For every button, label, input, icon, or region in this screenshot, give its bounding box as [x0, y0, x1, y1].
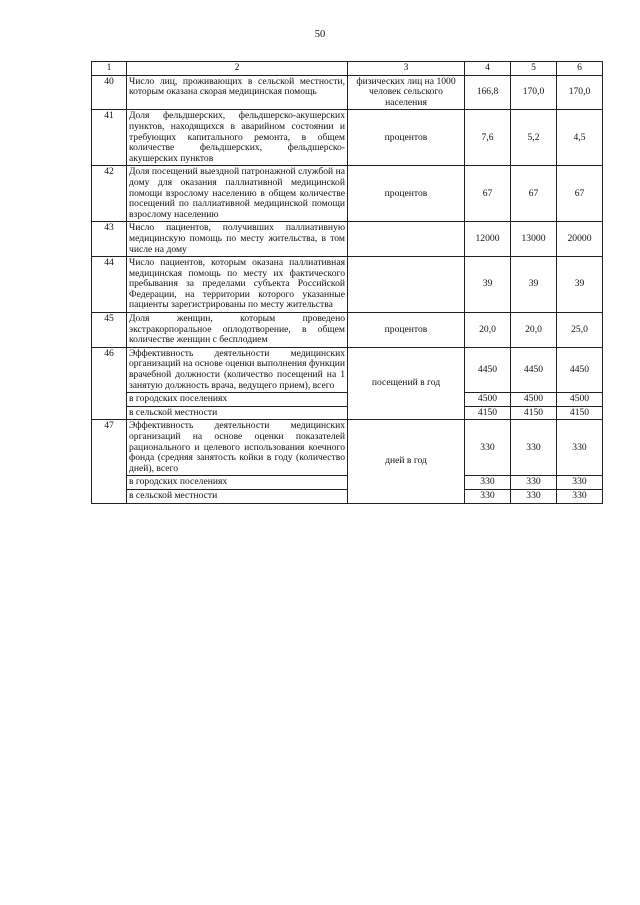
value-cell: 39	[465, 257, 511, 313]
unit-cell: процентов	[348, 166, 465, 222]
value-cell: 12000	[465, 222, 511, 257]
subrow-label: в городских поселениях	[127, 393, 348, 407]
value-cell: 330	[465, 420, 511, 476]
value-cell: 4500	[557, 393, 603, 407]
indicator-name: Число пациентов, получивших паллиативную медицинскую помощь по месту жительства, в том числе на дому	[127, 222, 348, 257]
unit-cell: процентов	[348, 313, 465, 348]
indicator-name: Эффективность деятельности медицинских организаций на основе оценки показателей рационального и целевого использования коечного фонда (средняя занятость койки в году (количество дней), всего	[127, 420, 348, 476]
indicator-name: Доля фельдшерских, фельдшерско-акушерских пунктов, находящихся в аварийном состоянии и требующих капитального ремонта, в общем количестве фельдшерских, фельдшерско-акушерских пунктов	[127, 110, 348, 166]
row-number: 43	[92, 222, 127, 257]
indicator-name: Эффективность деятельности медицинских организаций на основе оценки выполнения функции врачебной должности (количество посещений на 1 занятую должность врача, ведущего прием), всего	[127, 347, 348, 392]
table-subrow	[92, 393, 603, 407]
row-number: 44	[92, 257, 127, 313]
indicators-table	[91, 61, 603, 504]
header-cell: 1	[92, 62, 127, 76]
unit-cell: процентов	[348, 110, 465, 166]
unit-cell: посещений в год	[348, 347, 465, 420]
table-row	[92, 166, 603, 222]
table-row	[92, 313, 603, 348]
value-cell: 20,0	[465, 313, 511, 348]
value-cell: 4450	[465, 347, 511, 392]
value-cell: 330	[557, 420, 603, 476]
table-row	[92, 110, 603, 166]
table-header-row	[92, 62, 603, 76]
value-cell: 330	[511, 420, 557, 476]
value-cell: 25,0	[557, 313, 603, 348]
page-number: 50	[314, 29, 326, 40]
table-subrow	[92, 489, 603, 503]
indicator-name: Число пациентов, которым оказана паллиативная медицинская помощь по месту их фактического пребывания за пределами субъекта Российской Федерации, на территории которого указанные пациенты зарегистрированы по месту жительства	[127, 257, 348, 313]
value-cell: 4150	[465, 406, 511, 420]
header-cell: 3	[348, 62, 465, 76]
value-cell: 20,0	[511, 313, 557, 348]
table-row	[92, 257, 603, 313]
header-cell: 6	[557, 62, 603, 76]
value-cell: 4500	[465, 393, 511, 407]
unit-cell	[348, 222, 465, 257]
table-row	[92, 75, 603, 110]
row-number: 47	[92, 420, 127, 503]
indicator-name: Доля посещений выездной патронажной службой на дому для оказания паллиативной медицинской помощи взрослому населению в общем количестве посещений по паллиативной медицинской помощи взрослому населению	[127, 166, 348, 222]
unit-cell: физических лиц на 1000 человек сельского населения	[348, 75, 465, 110]
value-cell: 330	[465, 489, 511, 503]
subrow-label: в сельской местности	[127, 489, 348, 503]
value-cell: 4,5	[557, 110, 603, 166]
value-cell: 330	[557, 489, 603, 503]
value-cell: 330	[557, 476, 603, 490]
value-cell: 330	[465, 476, 511, 490]
unit-cell: дней в год	[348, 420, 465, 503]
header-cell: 5	[511, 62, 557, 76]
value-cell: 7,6	[465, 110, 511, 166]
unit-cell	[348, 257, 465, 313]
subrow-label: в сельской местности	[127, 406, 348, 420]
header-cell: 4	[465, 62, 511, 76]
row-number: 41	[92, 110, 127, 166]
value-cell: 170,0	[511, 75, 557, 110]
table-row	[92, 222, 603, 257]
value-cell: 5,2	[511, 110, 557, 166]
value-cell: 4500	[511, 393, 557, 407]
value-cell: 170,0	[557, 75, 603, 110]
value-cell: 67	[511, 166, 557, 222]
value-cell: 39	[511, 257, 557, 313]
value-cell: 4450	[557, 347, 603, 392]
row-number: 42	[92, 166, 127, 222]
indicator-name: Число лиц, проживающих в сельской местности, которым оказана скорая медицинская помощь	[127, 75, 348, 110]
value-cell: 39	[557, 257, 603, 313]
subrow-label: в городских поселениях	[127, 476, 348, 490]
value-cell: 330	[511, 476, 557, 490]
row-number: 46	[92, 347, 127, 420]
row-number: 45	[92, 313, 127, 348]
table-row	[92, 420, 603, 476]
table-subrow	[92, 406, 603, 420]
value-cell: 166,8	[465, 75, 511, 110]
value-cell: 67	[465, 166, 511, 222]
row-number: 40	[92, 75, 127, 110]
value-cell: 20000	[557, 222, 603, 257]
value-cell: 4150	[557, 406, 603, 420]
value-cell: 13000	[511, 222, 557, 257]
header-cell: 2	[127, 62, 348, 76]
table-row	[92, 347, 603, 392]
value-cell: 330	[511, 489, 557, 503]
value-cell: 67	[557, 166, 603, 222]
value-cell: 4450	[511, 347, 557, 392]
indicator-name: Доля женщин, которым проведено экстракорпоральное оплодотворение, в общем количестве женщин с бесплодием	[127, 313, 348, 348]
value-cell: 4150	[511, 406, 557, 420]
table-subrow	[92, 476, 603, 490]
